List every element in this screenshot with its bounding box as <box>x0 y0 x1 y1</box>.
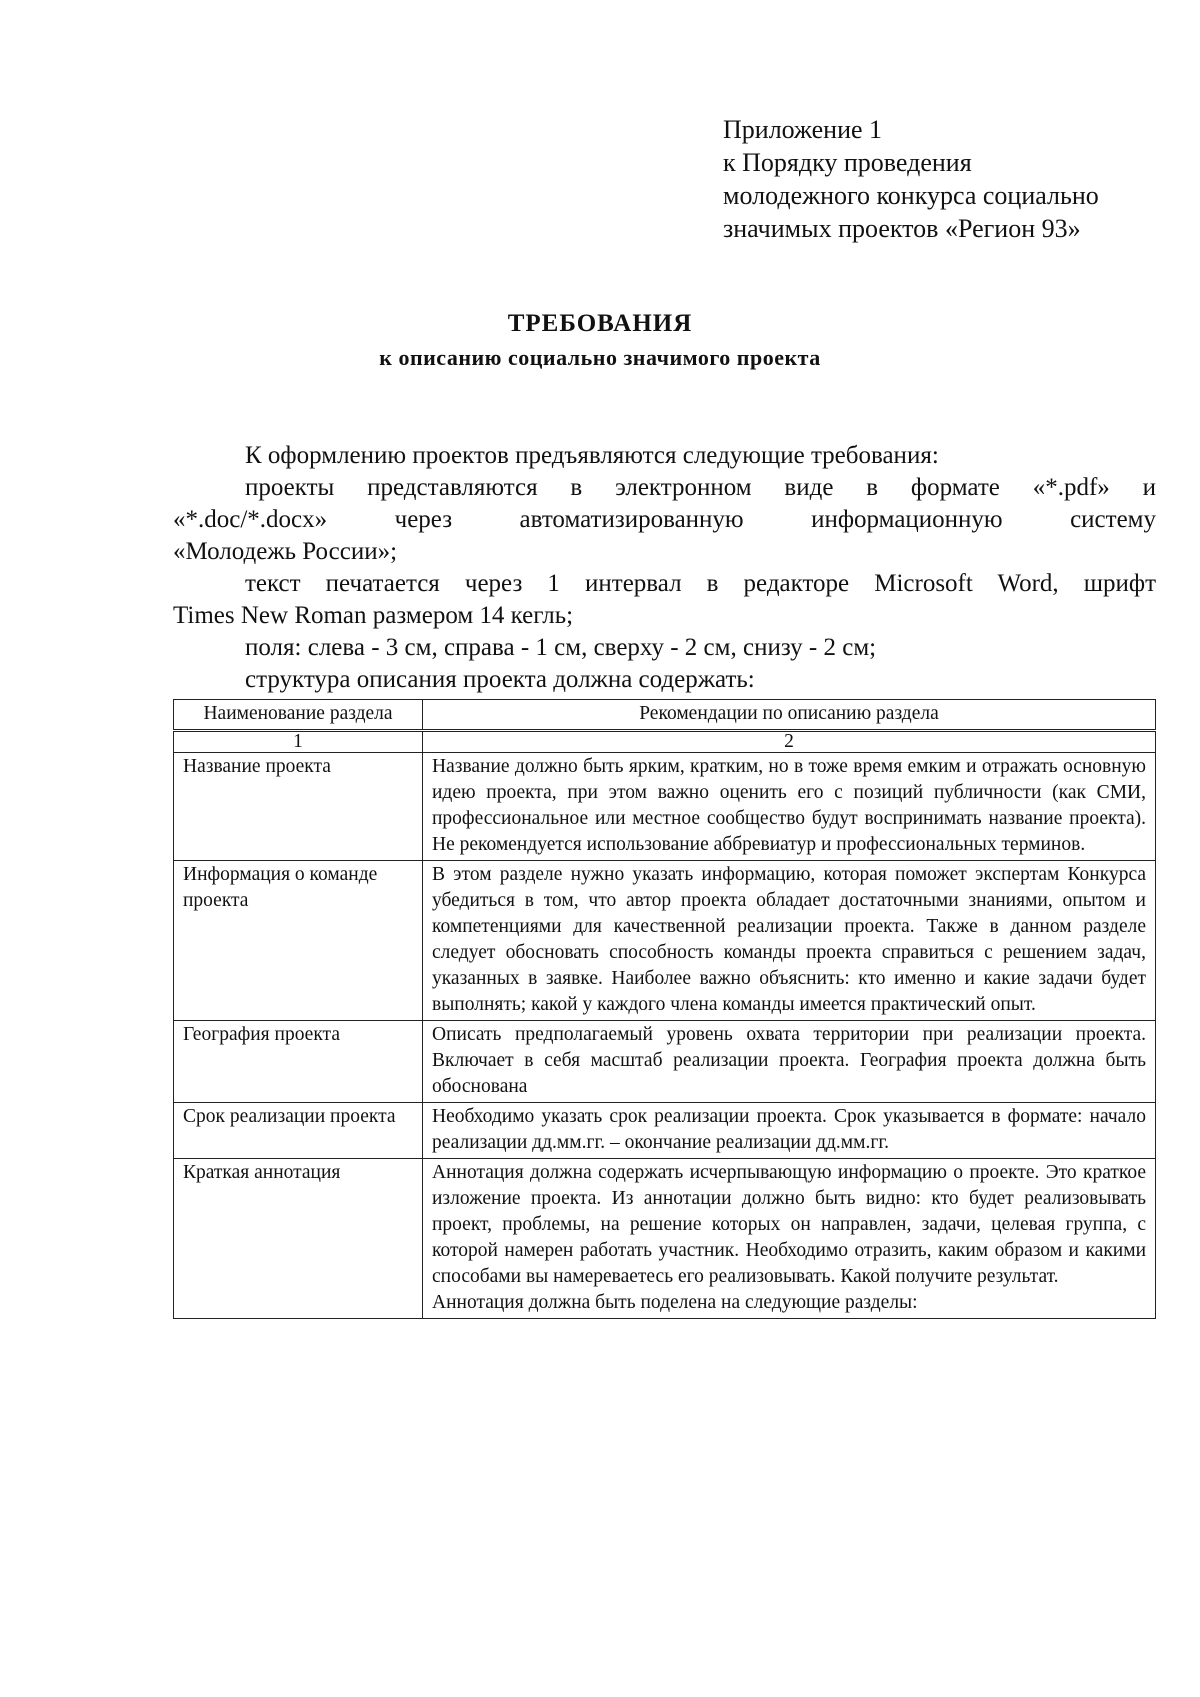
section-description: В этом разделе нужно указать информацию, которая поможет экспертам Конкурса убедиться в том, что автор проекта обладает достаточными знаниями, опытом и компетенциями для качественной реализации проекта. Также в данном разделе следует обосновать способность команды проекта справиться с решением задач, указанных в заявке. Наиболее важно объяснить: кто именно и какие задачи будет выполнять; какой у каждого члена команды имеется практический опыт. <box>423 861 1156 1021</box>
column-header: Рекомендации по описанию раздела <box>423 700 1156 731</box>
intro-paragraph: проекты представляются в электронном виде в формате «*.pdf» и <box>245 474 1156 501</box>
intro-paragraph: структура описания проекта должна содержать: <box>245 666 755 693</box>
section-description-cell <box>423 1159 1156 1319</box>
table-row <box>174 1103 1156 1159</box>
section-name: Срок реализации проекта <box>174 1103 423 1159</box>
column-header: Наименование раздела <box>174 700 423 731</box>
section-description-extra: Аннотация должна быть поделена на следующие разделы: <box>432 1292 918 1313</box>
intro-text <box>173 440 1156 696</box>
section-name: Название проекта <box>174 753 423 861</box>
intro-paragraph: поля: слева - 3 см, справа - 1 см, сверху - 2 см, снизу - 2 см; <box>245 634 877 661</box>
intro-paragraph: Times New Roman размером 14 кегль; <box>173 602 574 629</box>
intro-paragraph: «Молодежь России»; <box>173 538 398 565</box>
appendix-block <box>723 113 1183 245</box>
column-number: 1 <box>174 731 423 753</box>
section-name: География проекта <box>174 1021 423 1103</box>
section-name: Краткая аннотация <box>174 1159 423 1319</box>
document-subtitle: к описанию социально значимого проекта <box>379 345 821 370</box>
column-number: 2 <box>423 731 1156 753</box>
table-row <box>174 1159 1156 1319</box>
column-number-row <box>174 731 1156 753</box>
intro-paragraph: текст печатается через 1 интервал в редакторе Microsoft Word, шрифт <box>245 570 1156 597</box>
appendix-line: значимых проектов «Регион 93» <box>723 214 1081 243</box>
table-row <box>174 1021 1156 1103</box>
section-description: Название должно быть ярким, кратким, но в тоже время емким и отражать основную идею проекта, при этом важно оценить его с позиций публичности (как СМИ, профессиональное или местное сообщество будут воспринимать название проекта). Не рекомендуется использование аббревиатур и профессиональных терминов. <box>423 753 1156 861</box>
intro-paragraph: К оформлению проектов предъявляются следующие требования: <box>245 442 939 469</box>
section-description: Аннотация должна содержать исчерпывающую информацию о проекте. Это краткое изложение проекта. Из аннотации должно быть видно: кто будет реализовывать проект, проблемы, на решение которых он направлен, задачи, целевая группа, с которой намерен работать участник. Необходимо отразить, каким образом и какими способами вы намереваетесь его реализовывать. Какой получите результат. <box>432 1162 1146 1287</box>
section-name: Информация о команде проекта <box>174 861 423 1021</box>
appendix-line: молодежного конкурса социально <box>723 181 1099 210</box>
table-row <box>174 861 1156 1021</box>
requirements-table <box>173 699 1156 1319</box>
intro-paragraph: «*.doc/*.docx» через автоматизированную информационную систему <box>173 506 1156 533</box>
document-title: ТРЕБОВАНИЯ <box>507 310 693 337</box>
table-header-row <box>174 700 1156 731</box>
appendix-line: Приложение 1 <box>723 115 883 144</box>
section-description: Необходимо указать срок реализации проекта. Срок указывается в формате: начало реализации дд.мм.гг. – окончание реализации дд.мм.гг. <box>423 1103 1156 1159</box>
section-description: Описать предполагаемый уровень охвата территории при реализации проекта. Включает в себя масштаб реализации проекта. География проекта должна быть обоснована <box>423 1021 1156 1103</box>
table-row <box>174 753 1156 861</box>
appendix-line: к Порядку проведения <box>723 148 972 177</box>
